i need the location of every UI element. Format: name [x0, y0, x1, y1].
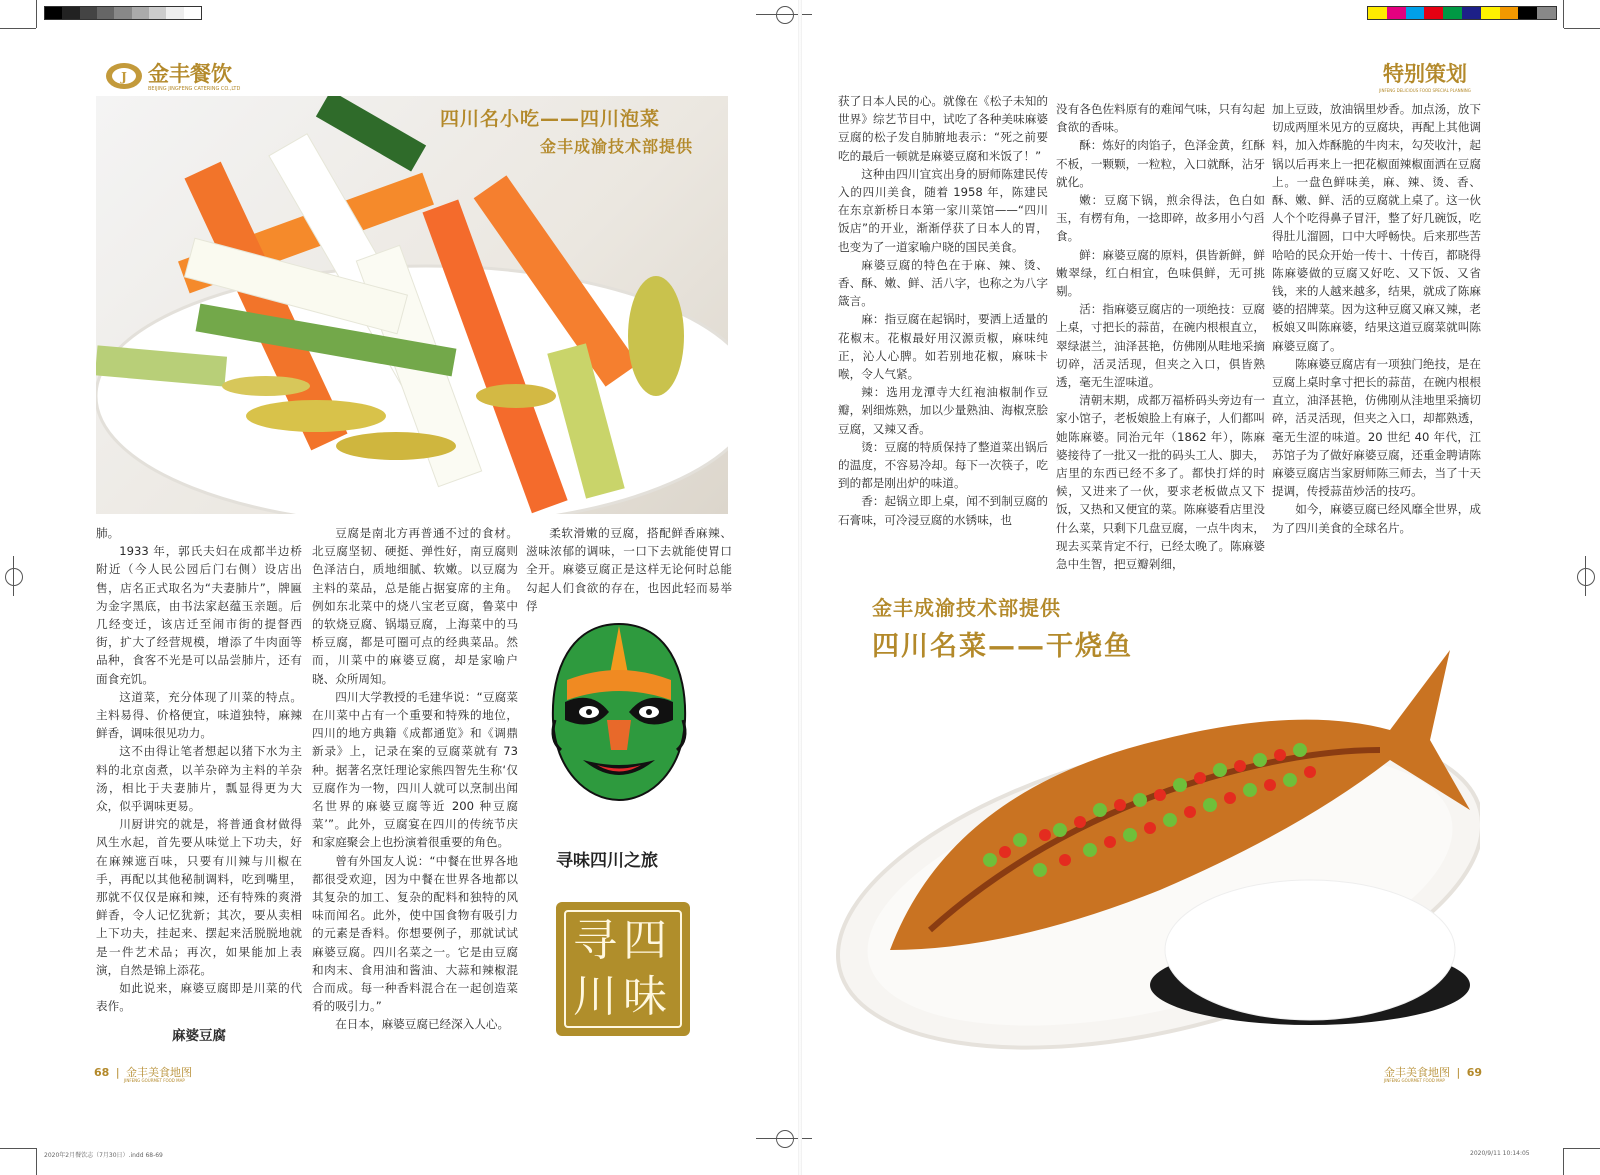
- registration-mark: [756, 1138, 812, 1139]
- paragraph: 柔软滑嫩的豆腐，搭配鲜香麻辣、滋味浓郁的调味，一口下去就能使胃口全开。麻婆豆腐正是这样无论何时总能勾起人们食欲的存在，也因此轻而易举俘: [526, 526, 732, 613]
- section-subtitle: JINFENG DELICIOUS FOOD SPECIAL PLANNING: [1379, 88, 1471, 93]
- paragraph: 辣：选用龙潭寺大红袍油椒制作豆瓣，剁细炼熟，加以少量熟油、海椒烹脍豆腐，又辣又香。: [838, 385, 1048, 436]
- brand-logo-icon: [104, 60, 144, 92]
- registration-mark: [756, 14, 812, 15]
- feature-title-fish: 四川名菜——干烧鱼: [872, 631, 1133, 662]
- paragraph: 清朝末期，成都万福桥码头旁边有一家小馆子，老板娘脸上有麻子，人们都叫她陈麻婆。同治元年（1862 年），陈麻婆接待了一批又一批的码头工人、脚夫，店里的东西已经不多了。都快打烊的时候，又进来了一伙，要求老板做点又下饭，又热和又便宜的菜。陈麻婆看店里没什么菜，只剩下几盘豆腐，一点牛肉末，现去买菜肯定不行，已经太晚了。陈麻婆急中生智，把豆瓣剁细，: [1056, 393, 1265, 572]
- pickled-vegetable-illustration: [96, 96, 728, 514]
- pickled-vegetable-photo: [96, 96, 728, 514]
- crop-mark: [1563, 0, 1564, 28]
- paragraph: 这道菜，充分体现了川菜的特点。主料易得、价格便宜，味道独特，麻辣鲜香，调味很见功力。: [96, 689, 302, 741]
- opera-mask-icon: [547, 620, 691, 804]
- paragraph: 曾有外国友人说：“中餐在世界各地都很受欢迎，因为中餐在世界各地都以其复杂的加工、复杂的配料和独特的风味而闻名。此外，使中国食物有吸引力的元素是香料。你想要例子，那就试试麻婆豆腐。四川名菜之一。它是由豆腐和肉末、食用油和酱油、大蒜和辣椒混合而成。每一种香料混合在一起创造菜肴的吸引力。”: [312, 853, 518, 1014]
- magazine-name-right: 金丰美食地图: [1384, 1066, 1450, 1079]
- paragraph: 香：起锅立即上桌，闻不到制豆腐的石膏味，可冷浸豆腐的水锈味，也: [838, 494, 1048, 527]
- paragraph: 这不由得让笔者想起以猪下水为主料的北京卤煮，以羊杂碎为主料的羊杂汤，相比于夫妻肺片，瓢显得更为大众，似乎调味更易。: [96, 744, 302, 814]
- paragraph: 加上豆豉，放油锅里炒香。加点汤，放下切成两厘米见方的豆腐块，再配上其他调料，加入炸酥脆的牛肉末，勾芡收汁，起锅以后再来上一把花椒面辣椒面洒在豆腐上。一盘色鲜味美，麻、辣、烫、香、酥、嫩、鲜、活的豆腐就上桌了。这一伙人个个吃得鼻子冒汗，整了好几碗饭，吃得肚儿溜圆，口中大呼畅快。后来那些苦哈哈的民众开始一传十、十传百，都晓得陈麻婆做的豆腐又好吃、又下饭、又省钱，来的人越来越多，结果，就成了陈麻婆的招牌菜。因为这种豆腐又麻又辣，老板娘又叫陈麻婆，结果这道豆腐菜就叫陈麻婆豆腐了。: [1272, 102, 1481, 353]
- paragraph: 如今，麻婆豆腐已经风靡全世界，成为了四川美食的全球名片。: [1272, 502, 1481, 535]
- crop-mark: [36, 0, 37, 28]
- paragraph: 在日本，麻婆豆腐已经深入人心。: [335, 1017, 510, 1032]
- crop-mark: [1564, 1148, 1600, 1149]
- registration-mark: [1577, 568, 1595, 586]
- footer-left: 68 | 金丰美食地图: [94, 1066, 193, 1079]
- paragraph: 鲜：麻婆豆腐的原料，俱皆新鲜，鲜嫩翠绿，红白相宜，色味俱鲜，无可挑剔。: [1056, 247, 1265, 299]
- registration-mark: [13, 556, 14, 596]
- magazine-name-left: 金丰美食地图: [126, 1066, 193, 1079]
- feature-credit-pickles: 金丰成渝技术部提供: [540, 137, 694, 156]
- paragraph: 四川大学教授的毛建华说：“豆腐菜在川菜中占有一个重要和特殊的地位，四川的地方典籍《成都通览》和《调鼎新录》上，记录在案的豆腐菜就有 73 种。据著名烹饪理论家熊四智先生称‘仅豆腐作为一物，四川人就可以烹制出闻名世界的麻婆豆腐等近 200 种豆腐菜’”。此外，豆腐宴在四川的传统节庆和家庭聚会上也扮演着很重要的角色。: [312, 689, 518, 850]
- feature-title-pickles: 四川名小吃——四川泡菜: [440, 108, 661, 130]
- paragraph: 嫩：豆腐下锅，煎余得法，色白如玉，有楞有角，一捻即碎，故多用小勺舀食。: [1056, 193, 1265, 244]
- crop-mark: [1564, 28, 1600, 29]
- paragraph: 肺。: [96, 526, 120, 540]
- article-column-1: [96, 524, 302, 1046]
- section-title: 特别策划: [1383, 61, 1467, 86]
- file-slug: 2020年2月餐饮志（7月30日）.indd 68-69: [44, 1152, 163, 1159]
- gray-calibration-bar: [44, 6, 202, 20]
- mask-caption: 寻味四川之旅: [556, 851, 658, 871]
- registration-mark: [776, 6, 794, 24]
- crop-mark: [0, 28, 36, 29]
- paragraph: 烫：豆腐的特质保持了整道菜出锅后的温度，不容易冷却。每下一次筷子，吃到的都是刚出炉的味道。: [838, 439, 1048, 491]
- registration-mark: [5, 568, 23, 586]
- article-column-2: [312, 524, 518, 1034]
- paragraph: 活：指麻婆豆腐店的一项绝技：豆腐上桌，寸把长的蒜苗，在碗内根根直立，翠绿湛兰，油泽甚艳，仿佛刚从畦地采摘切碎，活灵活现，但夹之入口，俱皆熟透，毫无生涩味道。: [1056, 302, 1265, 390]
- magazine-subtitle-right: JINFENG GOURMET FOOD MAP: [1384, 1078, 1445, 1083]
- crop-mark: [1563, 1148, 1564, 1175]
- paragraph: 陈麻婆豆腐店有一项独门绝技，是在豆腐上桌时拿寸把长的蒜苗，在碗内根根直立，油泽甚艳，仿佛刚从洼地里采摘切碎，活灵活现，但夹之入口，却都熟透，毫无生涩的味道。20 世纪 40 年代，江苏馆子为了做好麻婆豆腐，还重金聘请陈麻婆豆腐店当家厨师陈三师去，当了十天提调，传授蒜苗炒活的技巧。: [1272, 356, 1481, 499]
- page-number-right: 69: [1466, 1066, 1483, 1079]
- article-column-5: [1056, 100, 1265, 573]
- paragraph: 麻婆豆腐的特色在于麻、辣、烫、香、酥、嫩、鲜、活八字，也称之为八字箴言。: [838, 257, 1048, 309]
- article-column-4: [838, 92, 1048, 529]
- page-spine: [798, 0, 802, 1175]
- paragraph: 1933 年，郭氏夫妇在成都半边桥附近（今人民公园后门右侧）设店出售，店名正式取名为“夫妻肺片”，牌匾为金字黑底，由书法家赵蕴玉亲题。后几经变迁，该店迁至闹市街的提督西街，扩大了经营规模，增添了牛肉面等品种，食客不光是可以品尝肺片，还有面食充饥。: [96, 544, 302, 686]
- paragraph: 酥：炼好的肉馅子，色泽金黄，红酥不板，一颗颗，一粒粒，入口就酥，沾牙就化。: [1056, 138, 1265, 189]
- paragraph: 获了日本人民的心。就像在《松子未知的世界》综艺节目中，试吃了各种美味麻婆豆腐的松子发自肺腑地表示：“死之前要吃的最后一顿就是麻婆豆腐和米饭了！”: [838, 94, 1048, 163]
- feature-credit-fish: 金丰成渝技术部提供: [872, 596, 1061, 620]
- paragraph: 如此说来，麻婆豆腐即是川菜的代表作。: [96, 981, 302, 1014]
- section-label: [1375, 58, 1475, 93]
- magazine-subtitle-left: JINFENG GOURMET FOOD MAP: [124, 1078, 185, 1083]
- registration-mark: [776, 1130, 794, 1148]
- crop-mark: [36, 1148, 37, 1175]
- footer-right: 金丰美食地图 | 69: [1384, 1066, 1483, 1079]
- sichuan-opera-mask: [547, 620, 691, 804]
- brand-name: 金丰餐饮: [148, 61, 232, 86]
- section-heading: 麻婆豆腐: [172, 1028, 226, 1045]
- brand-logo: [104, 58, 254, 94]
- paragraph: 这种由四川宜宾出身的厨师陈建民传入的四川美食，随着 1958 年，陈建民在东京新桥日本第一家川菜馆——“四川饭店”的开业，渐渐俘获了日本人的胃，也变为了一道家喻户晓的国民美食。: [838, 166, 1048, 254]
- page-number-left: 68: [94, 1066, 110, 1079]
- paragraph: 川厨讲究的就是，将普通食材做得风生水起，首先要从味觉上下功夫，好在麻辣遮百味，只要有川辣与川椒在手，再配以其他秘制调料，吃到嘴里，那就不仅仅是麻和辣，还有特殊的爽滑鲜香，令人记忆犹新；其次，要从卖相上下功夫，挂起来、摆起来活脱脱地就是一件艺术品；再次，如果能加上表演，自然是锦上添花。: [96, 817, 302, 977]
- color-calibration-bar: [1367, 6, 1557, 20]
- file-timestamp: 2020/9/11 10:14:05: [1470, 1150, 1530, 1157]
- paragraph: 豆腐是南北方再普通不过的食材。北豆腐坚韧、硬挺、弹性好，南豆腐则色泽洁白，质地细腻、软嫩。以豆腐为主料的菜品，总是能占据宴席的主角。例如东北菜中的烧八宝老豆腐，鲁菜中的软烧豆腐、锅塌豆腐，上海菜中的马桥豆腐，都是可圈可点的经典菜品。然而，川菜中的麻婆豆腐，却是家喻户晓、众所周知。: [312, 526, 518, 686]
- paragraph: 麻：指豆腐在起锅时，要洒上适量的花椒末。花椒最好用汉源贡椒，麻味纯正，沁人心脾。如若别地花椒，麻味卡喉，令人气紧。: [838, 312, 1048, 382]
- seal-text: 寻四川味: [564, 910, 682, 1028]
- calligraphy-seal: [556, 902, 690, 1036]
- paragraph: 没有各色佐料原有的难闻气味，只有勾起食欲的香味。: [1056, 102, 1265, 135]
- svg-text:J: J: [121, 70, 127, 84]
- article-column-3: [526, 524, 732, 615]
- crop-mark: [0, 1148, 36, 1149]
- brand-subtitle: BEIJING JINGFENG CATERING CO.,LTD: [148, 86, 241, 92]
- article-column-6: [1272, 100, 1481, 537]
- registration-mark: [1585, 556, 1586, 596]
